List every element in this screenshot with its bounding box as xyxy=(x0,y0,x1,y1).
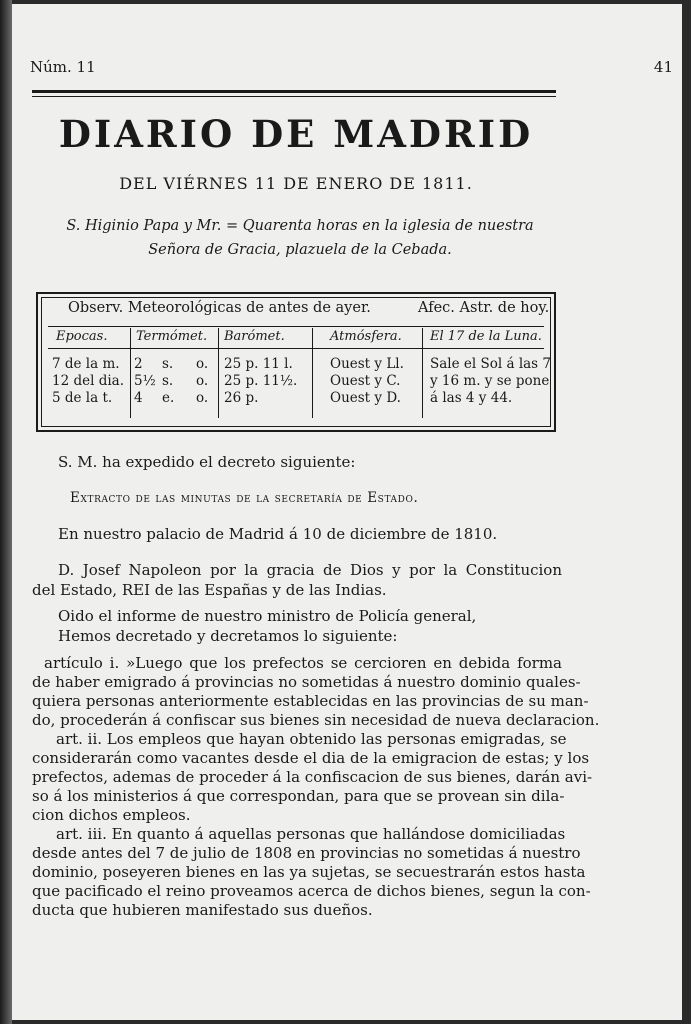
article-1-line: do, procederán á confiscar sus bienes sin necesidad de nueva declaracion. xyxy=(32,711,600,729)
termo-degrees: 4 xyxy=(134,390,143,406)
atmosfera-cell: Ouest y C. xyxy=(330,373,401,389)
issue-date: DEL VIÉRNES 11 DE ENERO DE 1811. xyxy=(119,174,473,193)
barometro-cell: 25 p. 11 l. xyxy=(224,356,293,372)
atmosfera-cell: Ouest y D. xyxy=(330,390,401,406)
termo-side: e. xyxy=(162,390,175,406)
article-3-line: ducta que hubieren manifestado sus dueños. xyxy=(32,901,373,919)
weather-caption-right: Afec. Astr. de hoy. xyxy=(418,300,550,316)
termo-degrees: 5½ xyxy=(134,373,156,389)
luna-line: y 16 m. y se pone xyxy=(430,373,550,389)
column-divider xyxy=(422,328,423,418)
oido-line: Oido el informe de nuestro ministro de Policía general, xyxy=(58,607,477,625)
josef-line-1: D. Josef Napoleon por la gracia de Dios y por la Constitucion xyxy=(58,561,562,579)
atmosfera-cell: Ouest y Ll. xyxy=(330,356,404,372)
barometro-cell: 25 p. 11½. xyxy=(224,373,298,389)
josef-line-2: del Estado, REI de las Españas y de las Indias. xyxy=(32,581,387,599)
table-rule xyxy=(48,326,544,327)
epoca-cell: 5 de la t. xyxy=(52,390,113,406)
termo-degrees: 2 xyxy=(134,356,143,372)
header-barometro: Barómet. xyxy=(224,329,285,344)
header-termometro: Termómet. xyxy=(136,329,208,344)
article-3-line: desde antes del 7 de julio de 1808 en provincias no sometidas á nuestro xyxy=(32,844,581,862)
header-rule-thick xyxy=(32,90,556,93)
page-number: 41 xyxy=(653,58,673,76)
column-divider xyxy=(218,328,219,418)
termo-zero: o. xyxy=(196,356,209,372)
hemos-line: Hemos decretado y decretamos lo siguiente: xyxy=(58,627,398,645)
saint-line-1: S. Higinio Papa y Mr. = Quarenta horas en la iglesia de nuestra xyxy=(66,218,534,234)
decree-intro: S. M. ha expedido el decreto siguiente: xyxy=(58,453,356,471)
luna-line: Sale el Sol á las 7 xyxy=(430,356,551,372)
termo-zero: o. xyxy=(196,390,209,406)
article-1-line: artículo i. »Luego que los prefectos se cercioren en debida forma xyxy=(44,654,562,672)
barometro-cell: 26 p. xyxy=(224,390,259,406)
header-atmosfera: Atmósfera. xyxy=(330,329,402,344)
column-divider xyxy=(312,328,313,418)
saint-line-2: Señora de Gracia, plazuela de la Cebada. xyxy=(148,242,452,258)
epoca-cell: 7 de la m. xyxy=(52,356,120,372)
palacio-line: En nuestro palacio de Madrid á 10 de diciembre de 1810. xyxy=(58,525,498,543)
luna-line: á las 4 y 44. xyxy=(430,390,513,406)
article-3-line: art. iii. En quanto á aquellas personas que hallándose domiciliadas xyxy=(56,825,566,843)
article-3-line: que pacificado el reino proveamos acerca de dichos bienes, segun la con- xyxy=(32,882,591,900)
article-2-line: art. ii. Los empleos que hayan obtenido las personas emigradas, se xyxy=(56,730,567,748)
header-epocas: Epocas. xyxy=(56,329,108,344)
termo-side: s. xyxy=(162,373,174,389)
weather-table xyxy=(36,292,556,432)
termo-side: s. xyxy=(162,356,174,372)
issue-number: Núm. 11 xyxy=(30,58,96,76)
termo-zero: o. xyxy=(196,373,209,389)
article-2-line: prefectos, ademas de proceder á la confiscacion de sus bienes, darán avi- xyxy=(32,768,593,786)
table-rule xyxy=(48,348,544,349)
extracto-heading: Extracto de las minutas de la secretaría de Estado. xyxy=(70,490,419,506)
article-3-line: dominio, poseyeren bienes en las ya sujetas, se secuestrarán estos hasta xyxy=(32,863,586,881)
column-divider xyxy=(130,328,131,418)
article-2-line: cion dichos empleos. xyxy=(32,806,191,824)
weather-caption-left: Observ. Meteorológicas de antes de ayer. xyxy=(68,300,371,316)
header-luna: El 17 de la Luna. xyxy=(430,329,542,344)
article-2-line: considerarán como vacantes desde el dia de la emigracion de estas; y los xyxy=(32,749,590,767)
article-1-line: de haber emigrado á provincias no sometidas á nuestro dominio quales- xyxy=(32,673,581,691)
article-2-line: so á los ministerios á que correspondan, para que se provean sin dila- xyxy=(32,787,565,805)
epoca-cell: 12 del dia. xyxy=(52,373,125,389)
article-1-line: quiera personas anteriormente establecidas en las provincias de su man- xyxy=(32,692,589,710)
masthead-title: DIARIO DE MADRID xyxy=(58,112,534,156)
book-spine xyxy=(0,0,12,1024)
header-rule-thin xyxy=(32,96,556,97)
saint-notice xyxy=(40,214,560,262)
